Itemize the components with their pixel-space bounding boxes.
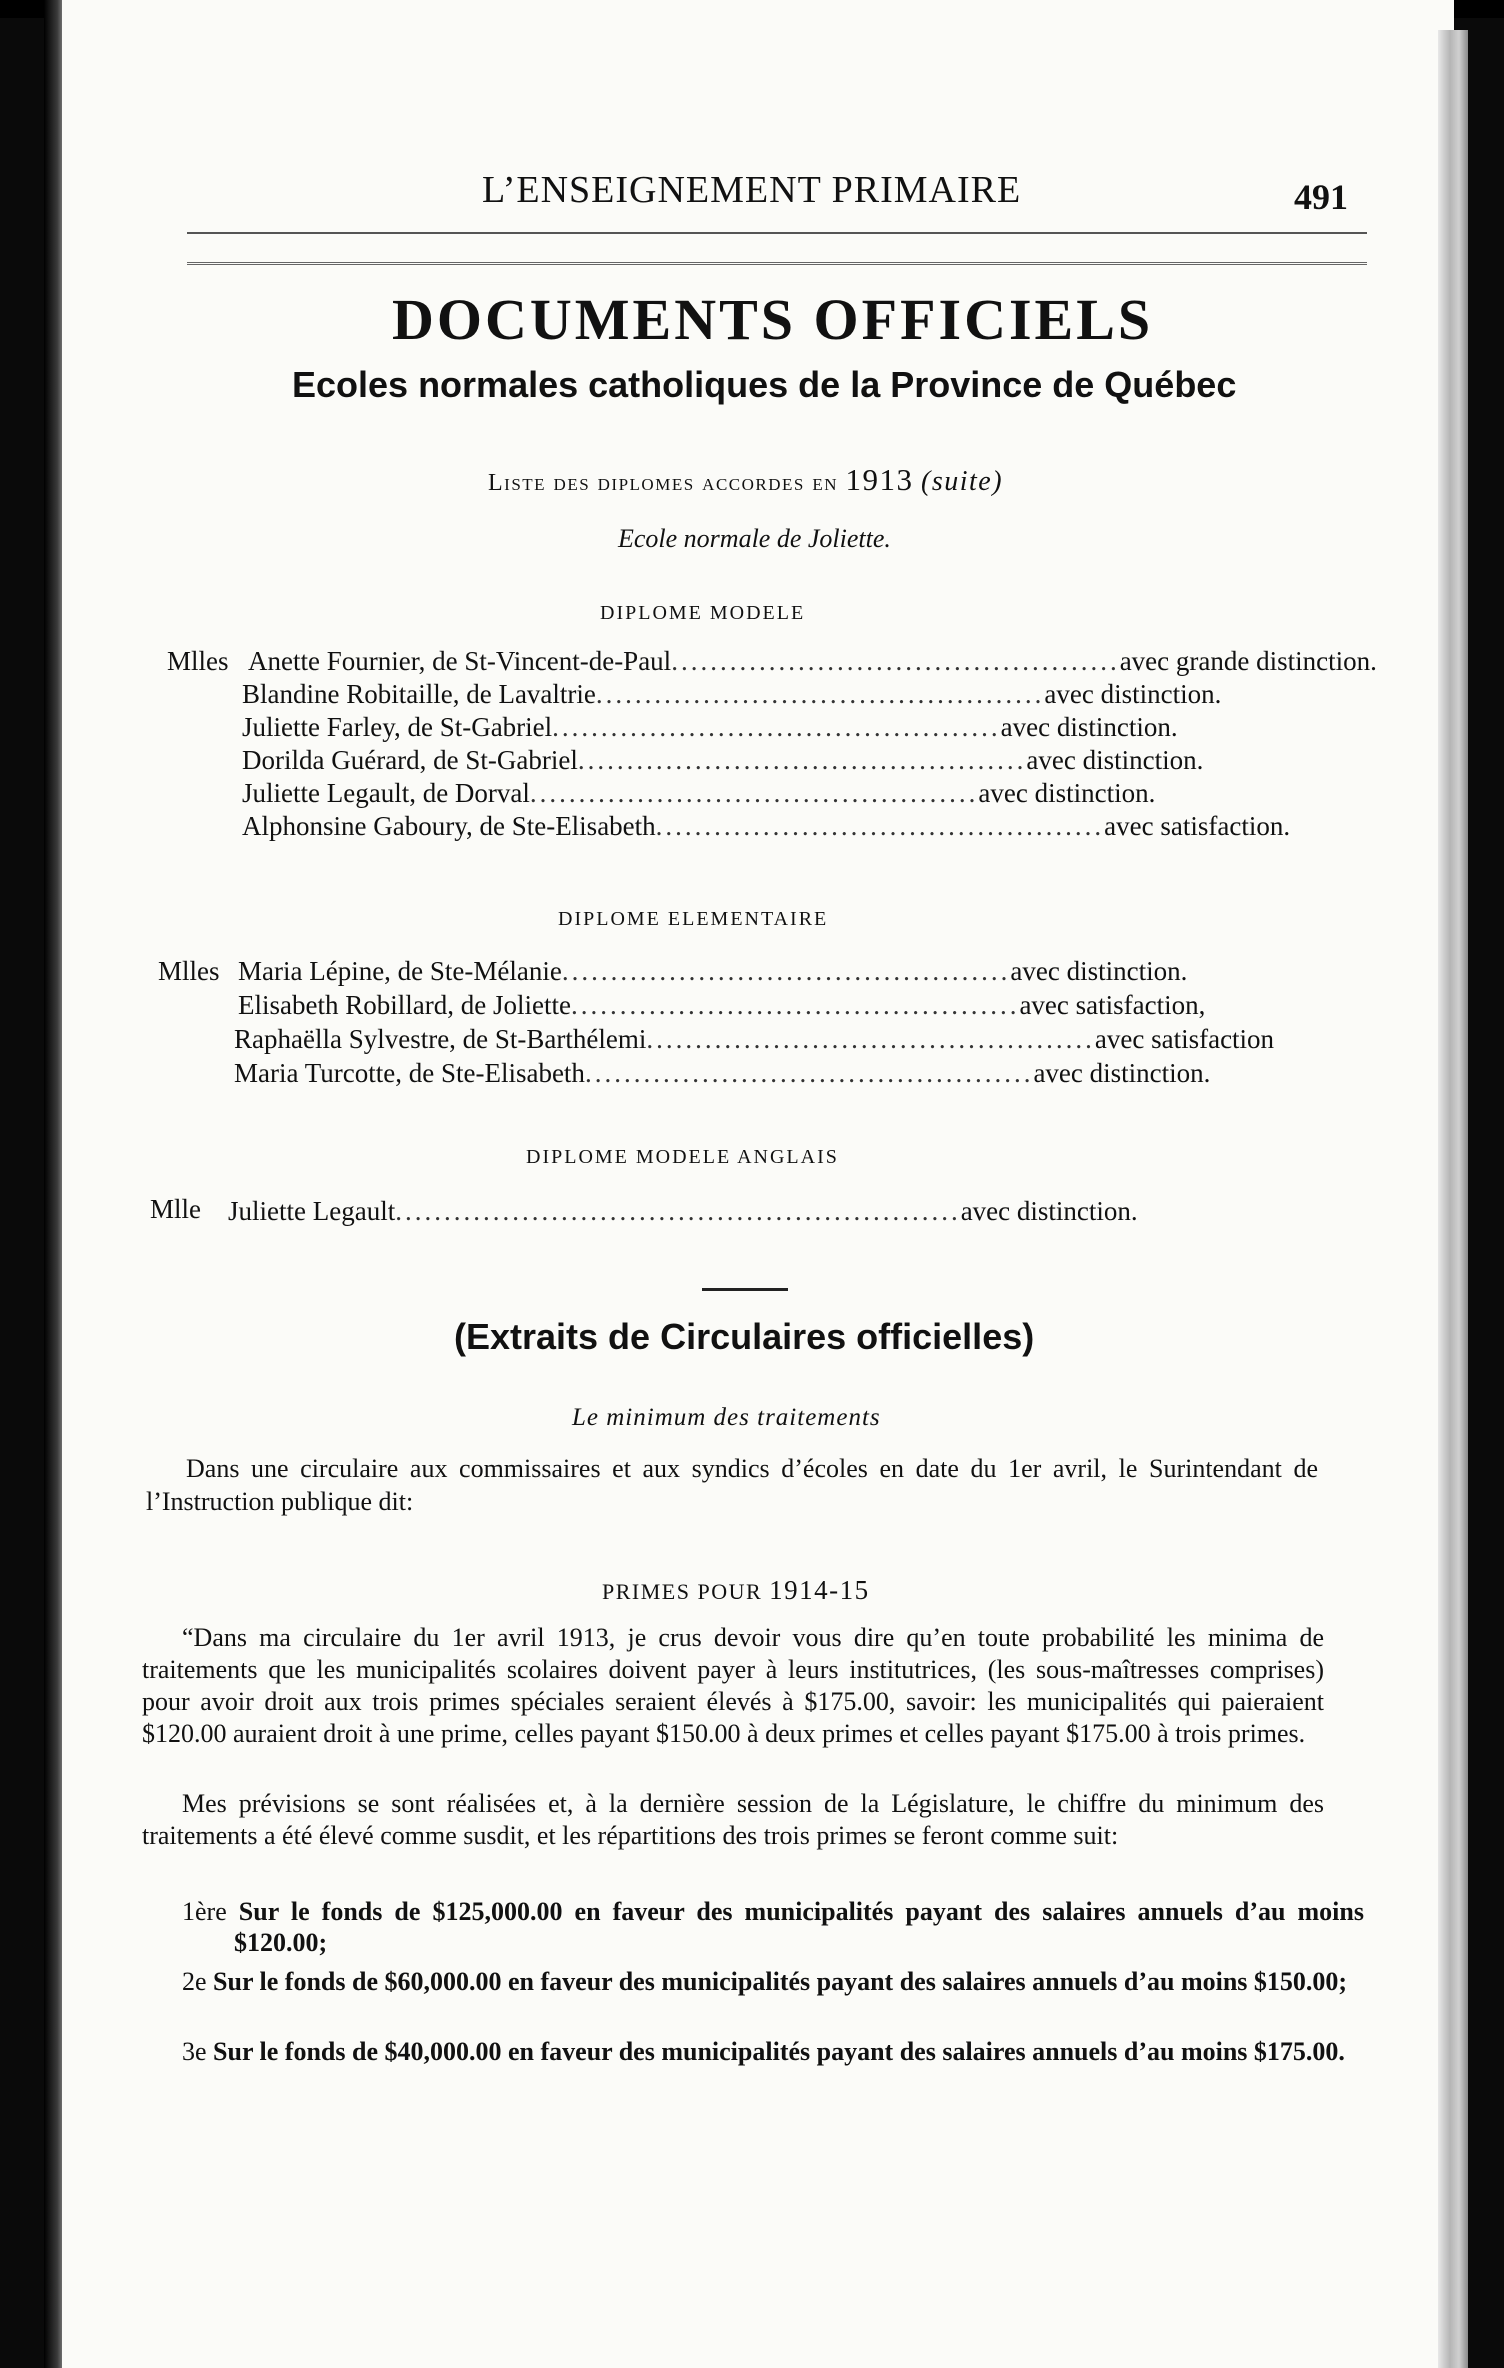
primes-year: 1914-15 [769, 1575, 870, 1605]
entry-name: Elisabeth Robillard, de Joliette [238, 990, 571, 1020]
leader-dots: .............................................. [577, 745, 1027, 775]
entry-name: Dorilda Guérard, de St-Gabriel [242, 745, 578, 775]
entry-mention: avec distinction. [1010, 956, 1188, 986]
entry-mention: avec satisfaction. [1104, 811, 1291, 841]
liste-year: 1913 [845, 462, 914, 497]
prime-ordinal: 1ère [182, 1897, 239, 1926]
leader-dots: .............................................. [561, 956, 1011, 986]
leader-dots: .............................................. [552, 712, 1001, 742]
list-item [238, 956, 1188, 987]
body-paragraph: “Dans ma circulaire du 1er avril 1913, je crus devoir vous dire qu’en toute probabilité les minima de traitements que les municipalités scolaires doivent payer à leurs institutrices, (les sous-maîtresses comprises) pour avoir droit aux trois primes spéciales seraient élevés à $175.00, savoir: les municipalités qui paieraient $120.00 auraient droit à une prime, celles payant $150.00 à deux primes et celles payant $175.00 à trois primes. [142, 1623, 1324, 1748]
section-prefix: Mlles [167, 646, 229, 676]
main-title: DOCUMENTS OFFICIELS [392, 287, 1154, 352]
leader-dots: .............................................. [655, 811, 1105, 841]
prime-text: Sur le fonds de $40,000.00 en faveur des municipalités payant des salaires annuels d’au moins $175.00. [213, 2037, 1345, 2066]
prime-text: Sur le fonds de $125,000.00 en faveur des municipalités payant des salaires annuels d’au moins $120.00; [234, 1897, 1364, 1957]
list-item [228, 1196, 1138, 1227]
entry-mention: avec distinction. [1033, 1058, 1211, 1088]
body-paragraph: Mes prévisions se sont réalisées et, à la dernière session de la Législature, le chiffre du minimum des traitements a été élevé comme susdit, et les répartitions des trois primes se feront comme suit: [142, 1789, 1324, 1850]
entry-mention: avec distinction. [960, 1196, 1138, 1226]
page-number: 491 [1294, 177, 1348, 217]
primes-label: PRIMES POUR [602, 1579, 763, 1604]
list-item [242, 712, 1178, 743]
section-divider [702, 1288, 788, 1291]
entry-name: Juliette Farley, de St-Gabriel [242, 712, 553, 742]
entry-mention: avec distinction. [1044, 679, 1222, 709]
extraits-title: (Extraits de Circulaires officielles) [454, 1316, 1035, 1357]
header-double-rule [187, 262, 1367, 265]
ecole-title: Ecole normale de Joliette. [618, 524, 891, 553]
entry-mention: avec satisfaction, [1019, 990, 1206, 1020]
prime-ordinal: 3e [182, 2037, 214, 2066]
primes-heading [602, 1575, 870, 1606]
entry-mention: avec grande distinction. [1119, 646, 1377, 676]
entry-name: Maria Turcotte, de Ste-Elisabeth [234, 1058, 585, 1088]
subtitle: Ecoles normales catholiques de la Province de Québec [292, 364, 1237, 405]
list-item [248, 646, 1377, 677]
minimum-title: Le minimum des traitements [572, 1404, 881, 1431]
list-item [242, 745, 1204, 776]
section-prefix: Mlles [158, 956, 220, 986]
section-heading: DIPLOME MODELE [600, 602, 806, 624]
primes-list-item [182, 2036, 1364, 2067]
list-item [242, 679, 1222, 710]
list-item [238, 990, 1206, 1021]
entry-name: Alphonsine Gaboury, de Ste-Elisabeth [242, 811, 656, 841]
list-item [234, 1058, 1211, 1089]
header-rule [187, 232, 1367, 234]
entry-name: Blandine Robitaille, de Lavaltrie [242, 679, 596, 709]
leader-dots: .......................................................... [395, 1196, 961, 1226]
entry-mention: avec distinction. [1000, 712, 1178, 742]
entry-mention: avec distinction. [978, 778, 1156, 808]
leader-dots: .............................................. [584, 1058, 1034, 1088]
list-item [234, 1024, 1275, 1055]
leader-dots: .............................................. [671, 646, 1120, 676]
entry-name: Anette Fournier, de St-Vincent-de-Paul [248, 646, 672, 676]
entry-mention: avec satisfaction [1094, 1024, 1275, 1054]
entry-mention: avec distinction. [1026, 745, 1204, 775]
prime-ordinal: 2e [182, 1967, 214, 1996]
leader-dots: .............................................. [646, 1024, 1095, 1054]
prime-text: Sur le fonds de $60,000.00 en faveur des municipalités payant des salaires annuels d’au moins $150.00; [213, 1967, 1348, 1996]
leader-dots: .............................................. [595, 679, 1045, 709]
entry-name: Juliette Legault [228, 1196, 396, 1226]
list-item [242, 778, 1156, 809]
list-item [242, 811, 1291, 842]
liste-heading [488, 462, 1003, 498]
book-page [62, 0, 1454, 2368]
primes-list-item [182, 1896, 1364, 1958]
liste-prefix: Liste des diplomes accordes en [488, 470, 839, 496]
leader-dots: .............................................. [570, 990, 1020, 1020]
entry-name: Juliette Legault, de Dorval [242, 778, 530, 808]
entry-name: Raphaëlla Sylvestre, de St-Barthélemi [234, 1024, 647, 1054]
liste-suite: (suite) [921, 466, 1004, 497]
leader-dots: .............................................. [529, 778, 979, 808]
section-heading: DIPLOME ELEMENTAIRE [558, 908, 829, 930]
running-head: L’ENSEIGNEMENT PRIMAIRE [482, 169, 1022, 211]
primes-list-item [182, 1966, 1364, 1997]
entry-name: Maria Lépine, de Ste-Mélanie [238, 956, 562, 986]
section-prefix: Mlle [150, 1194, 201, 1224]
page-stack-edge [1438, 30, 1468, 2368]
section-heading: DIPLOME MODELE ANGLAIS [526, 1146, 839, 1168]
intro-paragraph: Dans une circulaire aux commissaires et aux syndics d’écoles en date du 1er avril, le Surintendant de l’Instruction publique dit: [146, 1454, 1318, 1516]
